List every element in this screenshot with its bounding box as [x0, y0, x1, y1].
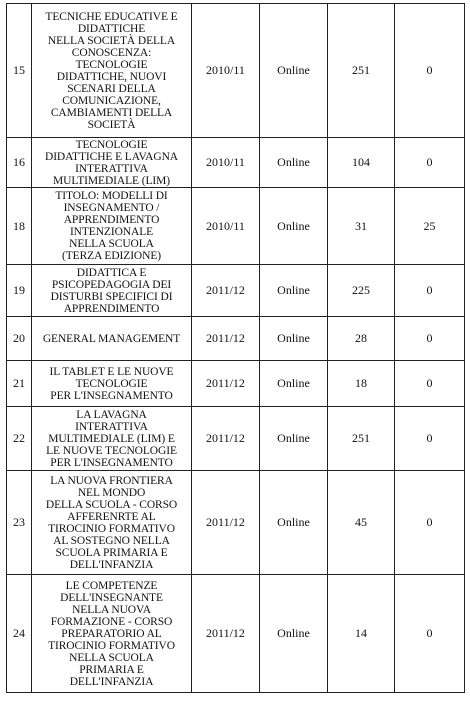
courses-table	[6, 3, 465, 693]
course-title-line: PREPARATORIO AL	[61, 627, 162, 640]
year-cell: 2010/11	[192, 188, 260, 265]
mode-cell: Online	[260, 4, 328, 138]
course-title-line: TECNOLOGIE	[75, 58, 148, 71]
course-title-line: LA LAVAGNA	[76, 408, 147, 421]
table-row	[7, 188, 465, 265]
course-title-line: DELL'INFANZIA	[69, 558, 154, 571]
row-id-cell: 21	[7, 361, 32, 407]
course-title-line: PSICOPEDAGOGIA DEI	[51, 278, 172, 291]
course-title-cell	[32, 138, 192, 188]
year-cell: 2011/12	[192, 265, 260, 317]
course-title-line: PER L'INSEGNAMENTO	[50, 389, 173, 402]
row-id-cell: 20	[7, 317, 32, 361]
mode-cell: Online	[260, 138, 328, 188]
course-title-line: DELL'INFANZIA	[69, 675, 154, 688]
year-cell: 2011/12	[192, 317, 260, 361]
course-title-line: CAMBIAMENTI DELLA	[50, 106, 173, 119]
course-title-line: TIROCINIO FORMATIVO	[48, 639, 175, 652]
course-title-line: NEL MONDO	[77, 486, 146, 499]
course-title-line: PRIMARIA E	[79, 663, 144, 676]
extra-count-cell: 0	[395, 138, 465, 188]
course-title-line: INTERATTIVA	[75, 420, 148, 433]
count-cell: 14	[328, 575, 395, 693]
row-id-cell: 23	[7, 471, 32, 575]
course-title-line: SCENARI DELLA	[67, 82, 156, 95]
mode-cell: Online	[260, 317, 328, 361]
row-id-cell: 18	[7, 188, 32, 265]
extra-count-cell: 0	[395, 265, 465, 317]
course-title-line: DELLA SCUOLA - CORSO	[45, 498, 178, 511]
count-cell: 18	[328, 361, 395, 407]
course-title-line: AL SOSTEGNO NELLA	[53, 534, 170, 547]
course-title-line: COMUNICAZIONE,	[62, 94, 161, 107]
table-row	[7, 471, 465, 575]
course-title-cell	[32, 317, 192, 361]
table-row	[7, 407, 465, 471]
course-title-line: NELLA SCUOLA	[69, 651, 154, 664]
extra-count-cell: 0	[395, 575, 465, 693]
mode-cell: Online	[260, 188, 328, 265]
year-cell: 2011/12	[192, 407, 260, 471]
count-cell: 31	[328, 188, 395, 265]
course-title-line: TIROCINIO FORMATIVO	[48, 522, 175, 535]
course-title-line: APPRENDIMENTO	[63, 214, 160, 226]
course-title-line: SCUOLA PRIMARIA E	[55, 546, 168, 559]
extra-count-cell: 0	[395, 471, 465, 575]
row-id-cell: 24	[7, 575, 32, 693]
count-cell: 225	[328, 265, 395, 317]
courses-table-body	[7, 4, 465, 693]
row-id-cell: 22	[7, 407, 32, 471]
course-title-line: INTENZIONALE	[69, 226, 154, 238]
course-title-line: AFFERENRTE AL	[67, 510, 156, 523]
table-row	[7, 4, 465, 138]
course-title-line: DIDATTICHE E LAVAGNA	[44, 150, 178, 163]
table-row	[7, 575, 465, 693]
course-title-line: NELLA SOCIETÀ DELLA	[47, 34, 176, 47]
mode-cell: Online	[260, 265, 328, 317]
table-row	[7, 361, 465, 407]
course-title-line: TECNOLOGIE	[75, 138, 148, 151]
course-title-cell	[32, 575, 192, 693]
row-id-cell: 16	[7, 138, 32, 188]
count-cell: 104	[328, 138, 395, 188]
count-cell: 28	[328, 317, 395, 361]
mode-cell: Online	[260, 361, 328, 407]
course-title-line: APPRENDIMENTO	[63, 302, 160, 315]
mode-cell: Online	[260, 575, 328, 693]
count-cell: 45	[328, 471, 395, 575]
course-title-line: DIDATTICA E	[76, 266, 147, 279]
course-title-line: DIDATTICHE	[77, 22, 146, 35]
course-title-line: MULTIMEDIALE (LIM)	[53, 174, 170, 187]
extra-count-cell: 0	[395, 407, 465, 471]
year-cell: 2011/12	[192, 471, 260, 575]
year-cell: 2011/12	[192, 361, 260, 407]
extra-count-cell: 0	[395, 361, 465, 407]
row-id-cell: 19	[7, 265, 32, 317]
course-title-line: LE COMPETENZE	[65, 579, 158, 592]
course-title-cell	[32, 265, 192, 317]
course-title-line: INTERATTIVA	[75, 162, 148, 175]
course-title-line: NELLA SCUOLA	[69, 238, 154, 250]
course-title-cell	[32, 407, 192, 471]
course-title-line: TITOLO: MODELLI DI	[55, 190, 168, 202]
year-cell: 2010/11	[192, 4, 260, 138]
extra-count-cell: 25	[395, 188, 465, 265]
extra-count-cell: 0	[395, 4, 465, 138]
course-title-cell	[32, 4, 192, 138]
course-title-line: NELLA NUOVA	[72, 603, 151, 616]
year-cell: 2010/11	[192, 138, 260, 188]
mode-cell: Online	[260, 471, 328, 575]
course-title-line: LA NUOVA FRONTIERA	[50, 474, 173, 487]
mode-cell: Online	[260, 407, 328, 471]
count-cell: 251	[328, 4, 395, 138]
course-title-line: LE NUOVE TECNOLOGIE	[46, 444, 177, 457]
table-row	[7, 138, 465, 188]
extra-count-cell: 0	[395, 317, 465, 361]
table-row	[7, 317, 465, 361]
course-title-line: DISTURBI SPECIFICI DI	[50, 290, 173, 303]
course-title-line: DELL'INSEGNANTE	[60, 591, 163, 604]
course-title-line: IL TABLET E LE NUOVE	[49, 365, 174, 378]
course-title-line: TECNICHE EDUCATIVE E	[45, 10, 178, 23]
course-title-line: (TERZA EDIZIONE)	[62, 250, 161, 262]
course-title-line: INSEGNAMENTO /	[63, 202, 160, 214]
course-title-line: GENERAL MANAGEMENT	[42, 332, 181, 345]
course-title-cell	[32, 471, 192, 575]
course-title-line: DIDATTICHE, NUOVI	[56, 70, 167, 83]
course-title-line: TECNOLOGIE	[75, 377, 148, 390]
course-title-cell	[32, 361, 192, 407]
course-title-line: CONOSCENZA:	[71, 46, 152, 59]
row-id-cell: 15	[7, 4, 32, 138]
year-cell: 2011/12	[192, 575, 260, 693]
course-title-line: SOCIETÀ	[87, 118, 136, 131]
course-title-cell	[32, 188, 192, 265]
table-row	[7, 265, 465, 317]
course-title-line: FORMAZIONE - CORSO	[50, 615, 173, 628]
count-cell: 251	[328, 407, 395, 471]
course-title-line: PER L'INSEGNAMENTO	[50, 456, 173, 469]
course-title-line: MULTIMEDIALE (LIM) E	[48, 432, 175, 445]
